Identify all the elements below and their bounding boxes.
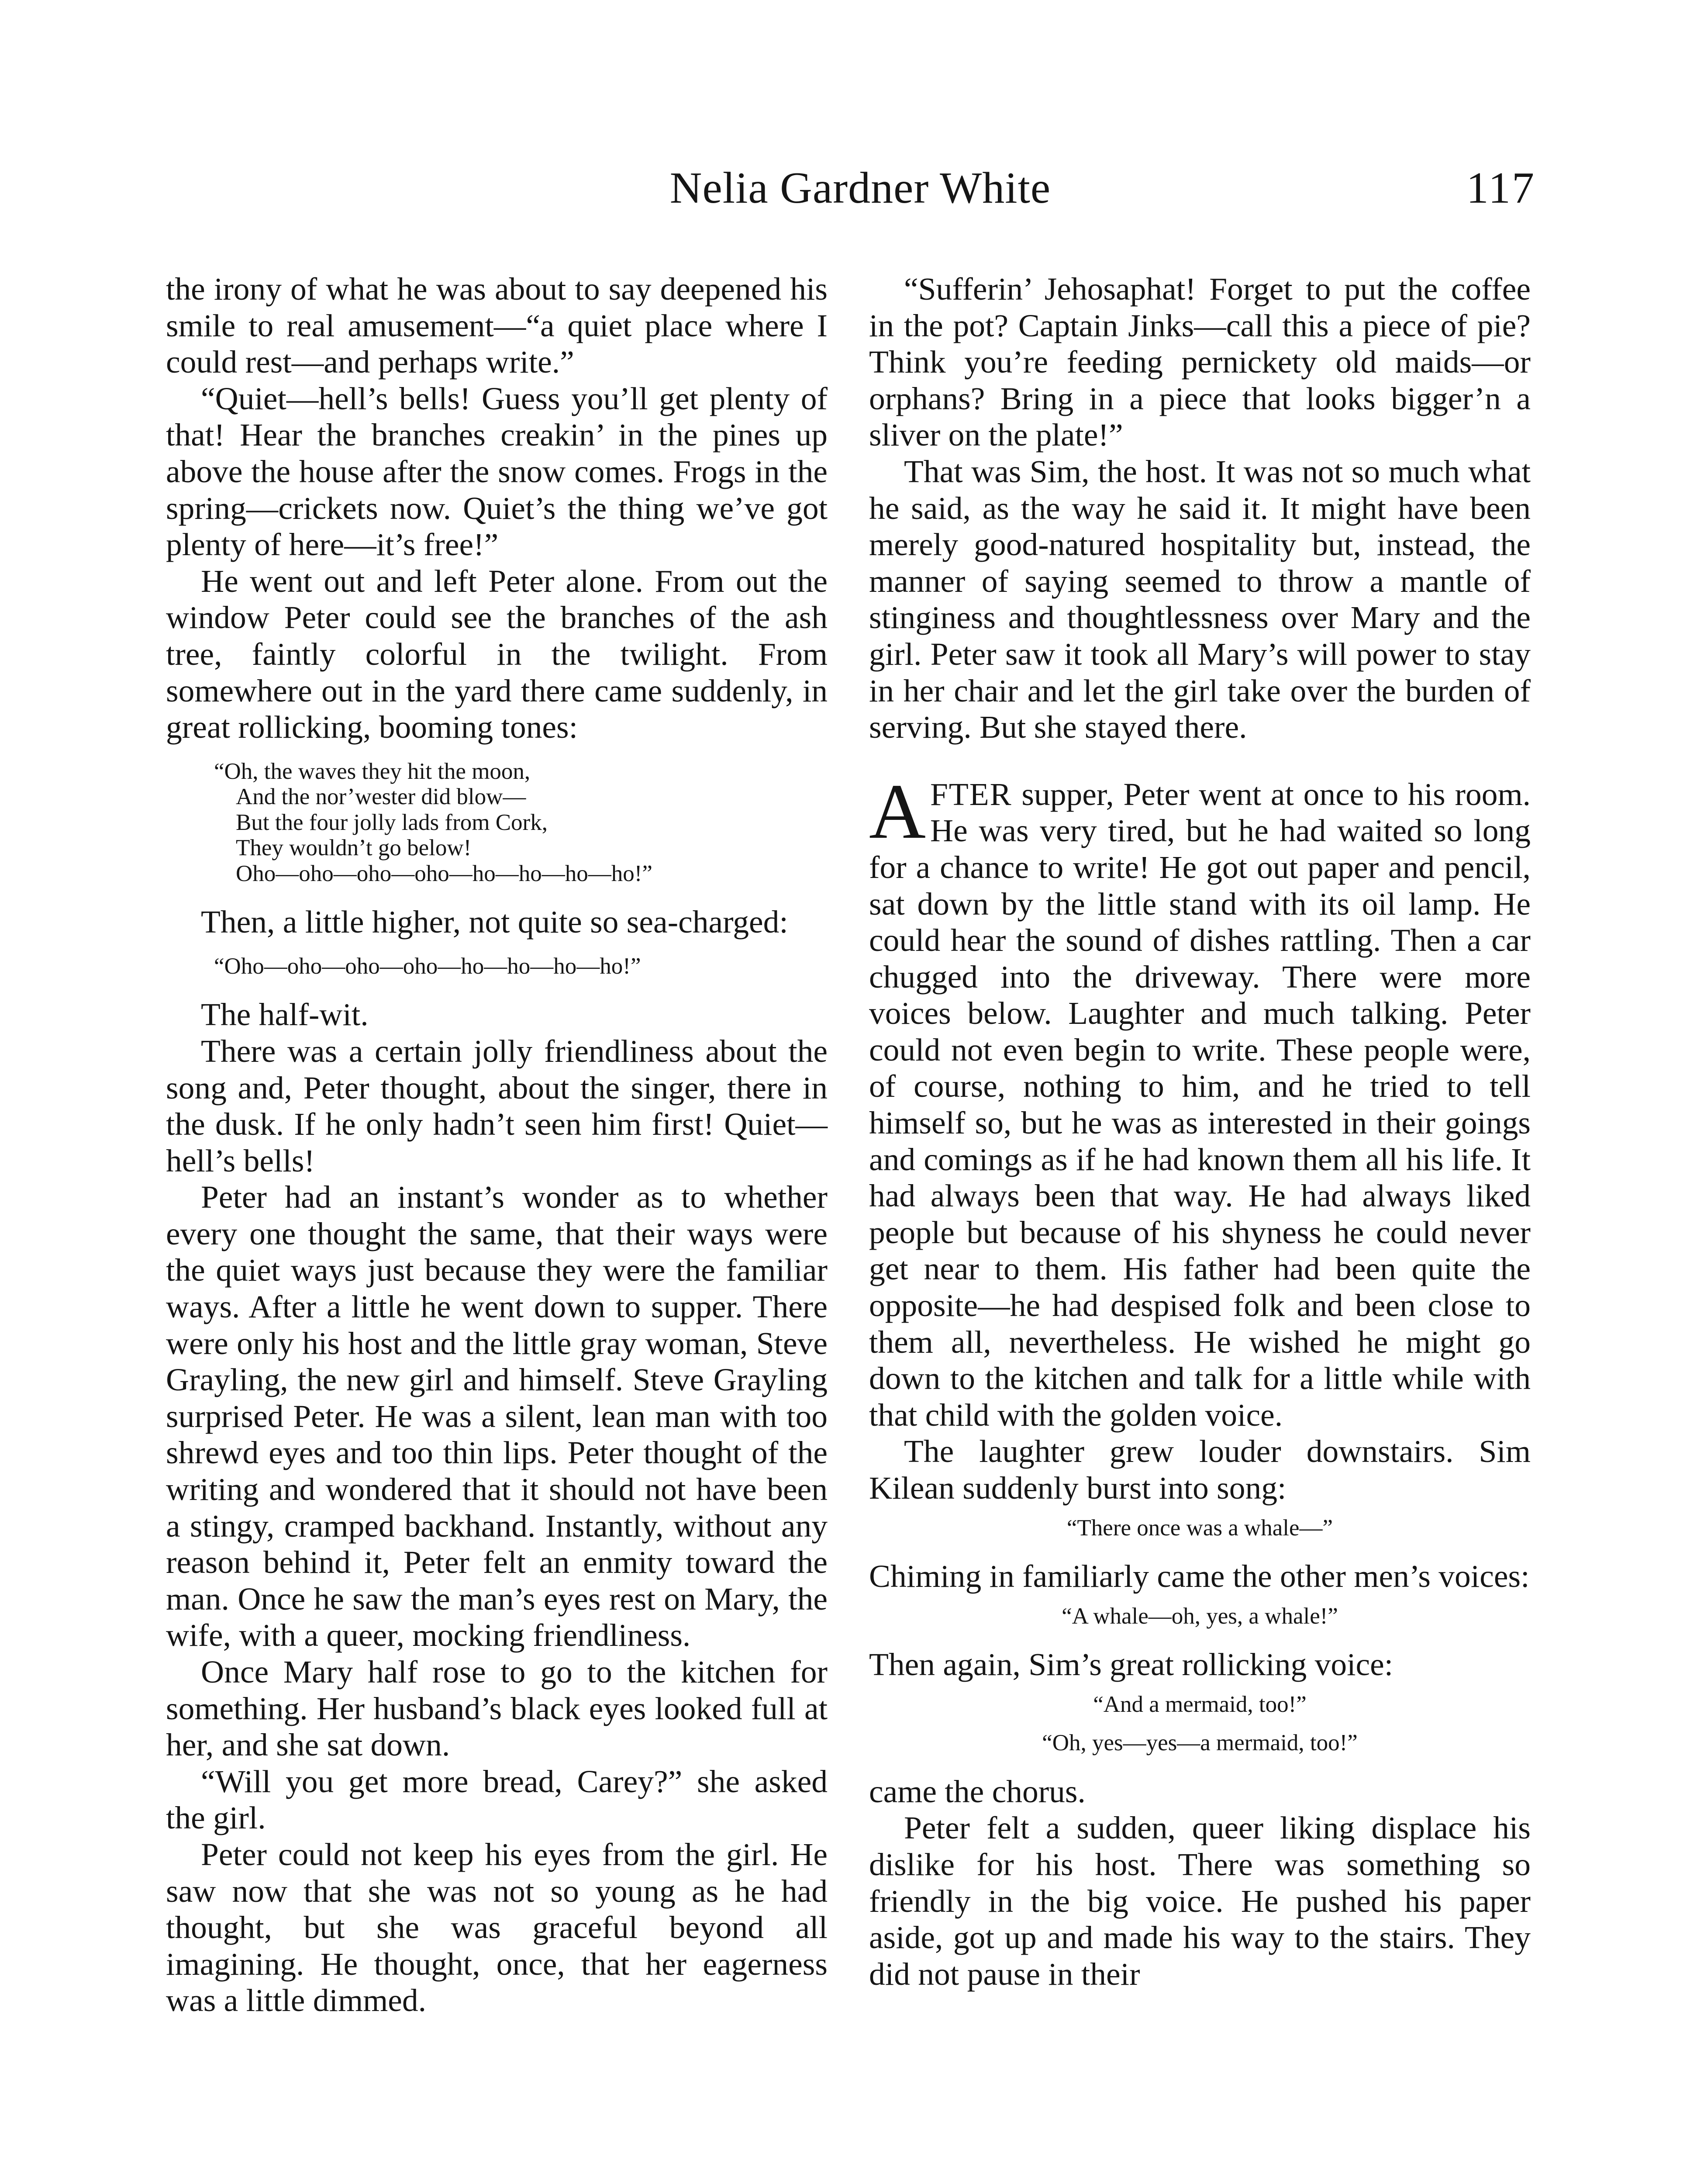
song-verse (869, 1515, 1531, 1541)
verse-line: “Oho—oho—oho—oho—ho—ho—ho—ho!” (214, 953, 641, 979)
verse-line: But the four jolly lads from Cork, (236, 809, 548, 835)
song-verse (214, 954, 828, 979)
paragraph: Peter could not keep his eyes from the girl. He saw now that she was not so young as he had thought, but she was graceful beyond all imagining. He thought, once, that her eagerness was a little dimmed. (166, 1836, 828, 2018)
paragraph: Chiming in familiarly came the other men’s voices: (869, 1559, 1530, 1594)
running-header-author: Nelia Gardner White (669, 163, 1051, 213)
paragraph: “Sufferin’ Jehosaphat! Forget to put the coffee in the pot? Captain Jinks—call this a piece of pie? Think you’re feeding pernickety old maids—or orphans? Bring in a piece that looks bigger’n a sliver on the plate!” (869, 271, 1531, 453)
paragraph-text: supper, Peter went at once to his room. He was very tired, but he had waited so long for a chance to write! He got out paper and pencil, sat down by the little stand with its oil lamp. He could hear the sound of dishes rattling. Then a car chugged into the driveway. There were more voices below. Laughter and much talking. Peter could not even begin to write. These people were, of course, nothing to him, and he tried to tell himself so, but he was as interested in their goings and comings as if he had known them all his life. It had always been that way. He had always liked people but because of his shyness he could never get near to them. His father had been quite the opposite—he had despised folk and been close to them all, nevertheless. He wished he might go down to the kitchen and talk for a little while with that child with the golden voice. (869, 776, 1531, 1433)
left-column (166, 271, 828, 2019)
paragraph: “Will you get more bread, Carey?” she asked the girl. (166, 1763, 828, 1836)
paragraph: Then again, Sim’s great rollicking voice: (869, 1647, 1393, 1683)
drop-cap: A (869, 767, 926, 855)
paragraph: That was Sim, the host. It was not so much what he said, as the way he said it. It might have been merely good-natured hospitality but, instead, the manner of saying seemed to throw a mantle of stinginess and thoughtlessness over Mary and the girl. Peter saw it took all Mary’s will power to stay in her chair and let the girl take over the burden of serving. But she stayed there. (869, 453, 1531, 745)
paragraph: the irony of what he was about to say deepened his smile to real amusement—“a quiet place where I could rest—and perhaps write.” (166, 271, 828, 380)
paragraph: The laughter grew louder downstairs. Sim Kilean suddenly burst into song: (869, 1434, 1531, 1506)
paragraph: Peter had an instant’s wonder as to whether every one thought the same, that their ways were the quiet ways just because they were the familiar ways. After a little he went down to supper. There were only his host and the little gray woman, Steve Grayling, the new girl and himself. Steve Grayling surprised Peter. He was a silent, lean man with too shrewd eyes and too thin lips. Peter thought of the writing and wondered that it should not have been a stingy, cramped backhand. Instantly, without any reason behind it, Peter felt an enmity toward the man. Once he saw the man’s eyes rest on Mary, the wife, with a queer, mocking friendliness. (166, 1179, 828, 1653)
paragraph: came the chorus. (869, 1773, 1086, 1809)
verse-line: “Oh, yes—yes—a mermaid, too!” (1042, 1730, 1358, 1756)
section-opening-paragraph (869, 767, 1531, 1434)
verse-line: They wouldn’t go below! (236, 835, 472, 861)
paragraph: There was a certain jolly friendliness about the song and, Peter thought, about the singer, there in the dusk. If he only hadn’t seen him first! Quiet—hell’s bells! (166, 1033, 828, 1178)
section-break (869, 746, 1531, 776)
verse-line: “And a mermaid, too!” (1093, 1691, 1307, 1717)
paragraph: Once Mary half rose to go to the kitchen for something. Her husband’s black eyes looked full at her, and she sat down. (166, 1654, 828, 1763)
verse-line: Oho—oho—oho—oho—ho—ho—ho—ho!” (236, 860, 652, 886)
song-verse (869, 1603, 1531, 1629)
paragraph: He went out and left Peter alone. From out the window Peter could see the branches of the ash tree, faintly colorful in the twilight. From somewhere out in the yard there came suddenly, in great rollicking, booming tones: (166, 563, 828, 745)
verse-line: And the nor’wester did blow— (236, 784, 526, 810)
verse-line: “Oh, the waves they hit the moon, (214, 758, 531, 784)
paragraph: Peter felt a sudden, queer liking displace his dislike for his host. There was something so friendly in the big voice. He pushed his paper aside, got up and made his way to the stairs. They did not pause in their (869, 1810, 1531, 1992)
paragraph: The half-wit. (201, 997, 369, 1033)
paragraph: Then, a little higher, not quite so sea-charged: (201, 904, 788, 940)
paragraph: “Quiet—hell’s bells! Guess you’ll get plenty of that! Hear the branches creakin’ in the pines up above the house after the snow comes. Frogs in the spring—crickets now. Quiet’s the thing we’ve got plenty of here—it’s free!” (166, 380, 828, 563)
song-verse (869, 1692, 1531, 1756)
song-verse (214, 759, 828, 887)
right-column (869, 271, 1531, 1992)
verse-line: “A whale—oh, yes, a whale!” (1062, 1603, 1338, 1629)
page-number: 117 (1466, 163, 1535, 213)
verse-line: “There once was a whale—” (1066, 1515, 1333, 1541)
small-caps-lead: FTER (930, 776, 1012, 812)
